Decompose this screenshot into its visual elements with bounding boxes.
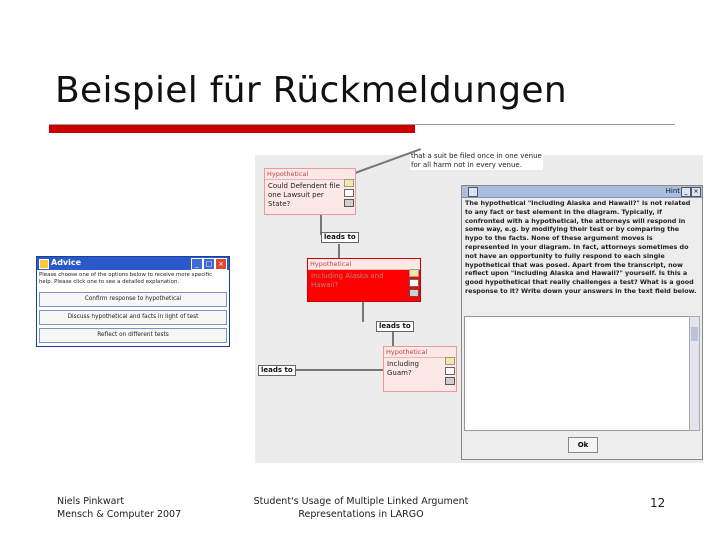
node-toolbar: [344, 179, 353, 209]
hint-title: Hint: [665, 187, 680, 195]
note-icon[interactable]: [409, 269, 419, 277]
transcript-excerpt: [410, 152, 543, 170]
minimize-icon[interactable]: _: [681, 187, 691, 197]
hint-scrollbar[interactable]: [689, 316, 700, 431]
hypothetical-node-highlighted[interactable]: [307, 258, 421, 302]
hypothetical-node[interactable]: [264, 168, 356, 215]
node-header: Hypothetical: [384, 347, 456, 358]
minimize-icon[interactable]: _: [191, 258, 203, 270]
advice-titlebar[interactable]: [37, 257, 229, 270]
ok-button[interactable]: Ok: [568, 437, 598, 453]
advice-title: Advice: [51, 258, 82, 267]
page-number: 12: [650, 496, 666, 510]
link-line: [362, 300, 364, 322]
title-accent-bar: [49, 125, 415, 133]
hint-titlebar[interactable]: [462, 186, 702, 198]
footer-line: Mensch & Computer 2007: [57, 509, 182, 520]
transcript-line: that a suit be filed once in one venue: [411, 152, 542, 160]
node-toolbar: [445, 357, 454, 387]
transcript-line: for all harm not in every venue.: [411, 161, 522, 169]
advice-message: Please choose one of the options below to receive more specific help. Please click one to see a detailed explanation.: [39, 272, 213, 285]
relation-label[interactable]: leads to: [321, 232, 359, 243]
note-icon[interactable]: [344, 179, 354, 187]
window-icon: [468, 187, 478, 197]
hint-dialog: [461, 185, 703, 460]
advice-option-discuss[interactable]: Discuss hypothetical and facts in light of test: [39, 310, 227, 325]
slide-title: Beispiel für Rückmeldungen: [55, 70, 567, 111]
note-icon[interactable]: [445, 357, 455, 365]
node-text: Including Alaska and Hawaii?: [311, 272, 384, 289]
app-icon: [39, 259, 49, 269]
node-text: Could Defendent file one Lawsuit per State?: [268, 182, 340, 208]
maximize-icon[interactable]: □: [203, 258, 215, 270]
relation-label[interactable]: leads to: [258, 365, 296, 376]
trash-icon[interactable]: [445, 377, 455, 385]
close-icon[interactable]: ×: [215, 258, 227, 270]
footer-line: Student's Usage of Multiple Linked Argument: [253, 496, 469, 507]
hint-response-textarea[interactable]: [464, 316, 692, 431]
footer-line: Representations in LARGO: [298, 509, 424, 520]
advice-option-reflect[interactable]: Reflect on different tests: [39, 328, 227, 343]
node-text: Including Guam?: [387, 360, 419, 377]
hint-message: The hypothetical "Including Alaska and Hawaii?" is not related to any fact or test element in the diagram. Typically, if confronted with a hypothetical, the attorneys will respond in some way, e.g. by modifying their test or by comparing the hypo to the facts. None of these argument moves is represented in your diagram. In fact, attorneys sometimes do not have an opportunity to fully respond to each single hypothetical that was posed. Apart from the transcript, now reflect upon "Including Alaska and Hawaii?" yourself. Is this a good hypothetical that really challenges a test? What is a good response to it? Write down your answers in the text field below.: [465, 199, 697, 295]
footer-talk-title: [246, 495, 476, 521]
pencil-icon[interactable]: [409, 279, 419, 287]
relation-label[interactable]: leads to: [376, 321, 414, 332]
advice-dialog: [36, 256, 230, 347]
node-header: Hypothetical: [265, 169, 355, 180]
pencil-icon[interactable]: [344, 189, 354, 197]
node-header: Hypothetical: [308, 259, 420, 270]
footer-author: [57, 495, 181, 521]
hypothetical-node[interactable]: [383, 346, 457, 392]
close-icon[interactable]: ×: [691, 187, 701, 197]
trash-icon[interactable]: [409, 289, 419, 297]
link-line: [290, 369, 384, 371]
footer-line: Niels Pinkwart: [57, 496, 125, 507]
advice-option-confirm[interactable]: Confirm response to hypothetical: [39, 292, 227, 307]
pencil-icon[interactable]: [445, 367, 455, 375]
scroll-thumb[interactable]: [691, 327, 698, 341]
node-toolbar: [409, 269, 418, 299]
trash-icon[interactable]: [344, 199, 354, 207]
